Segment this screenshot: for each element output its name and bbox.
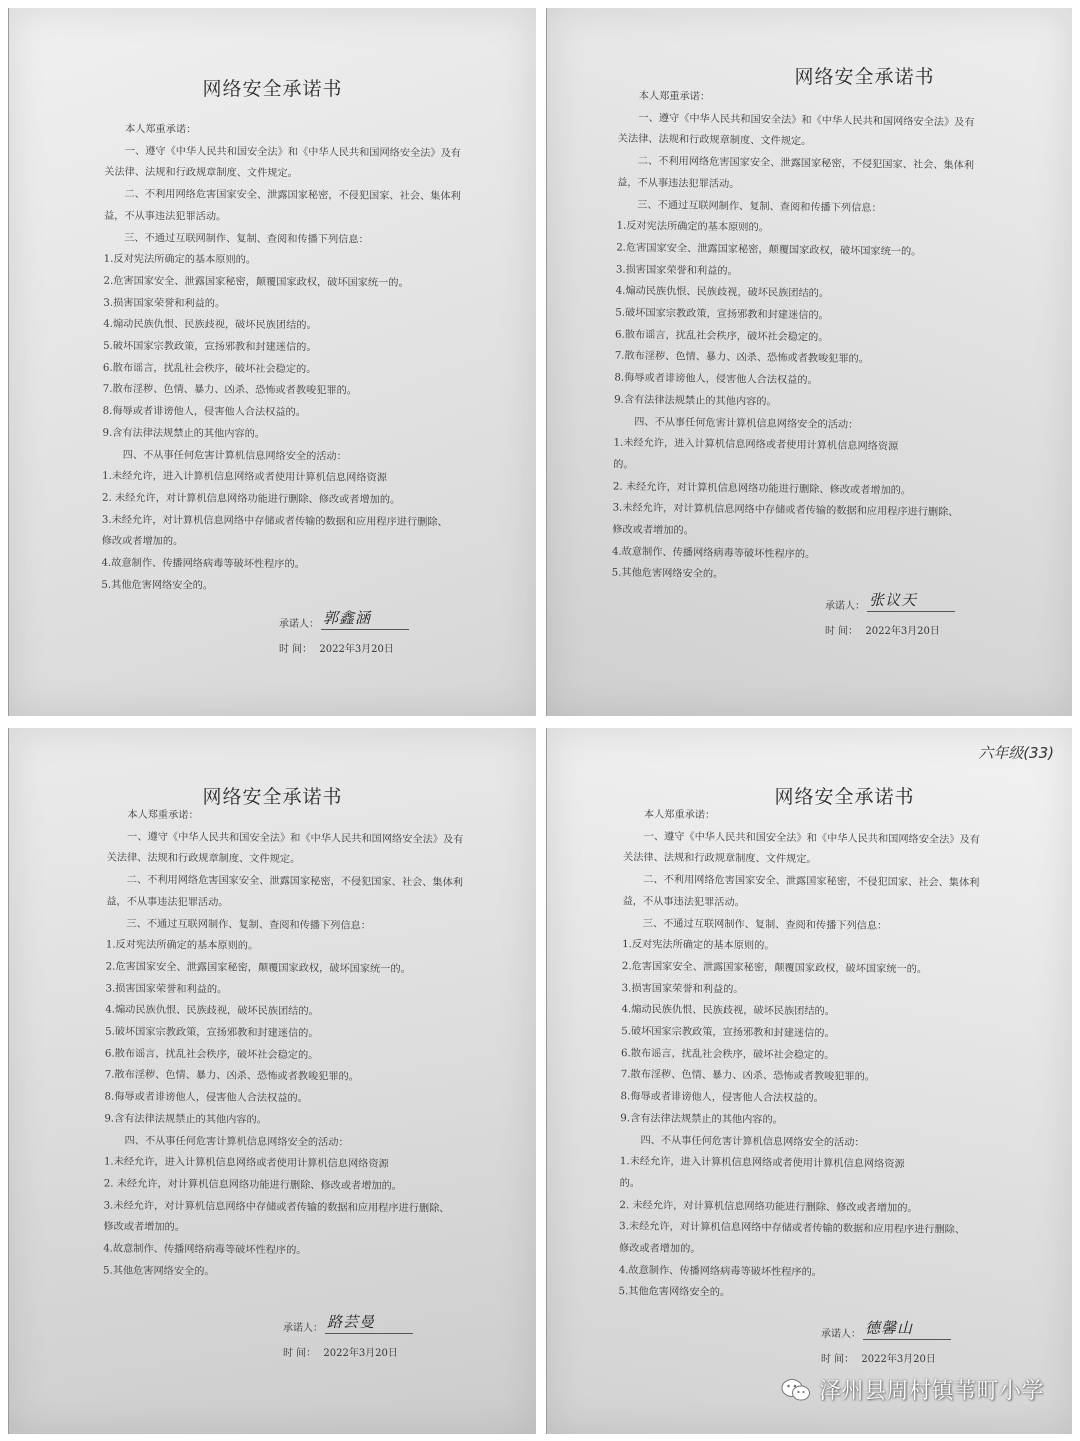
pledger-label: 承诺人：	[279, 619, 319, 630]
pledge-line: 5.破坏国家宗教政策，宣扬邪教和封建迷信的。	[621, 1026, 835, 1040]
pledge-line: 4.故意制作、传播网络病毒等破坏性程序的。	[618, 1264, 823, 1279]
pledge-line: 1.未经允许，进入计算机信息网络或者使用计算机信息网络资源	[102, 471, 387, 484]
pledger-label: 承诺人：	[283, 1323, 323, 1334]
pledge-line: 9.含有法律法规禁止的其他内容的。	[102, 427, 266, 440]
pledge-line: 6.散布谣言，扰乱社会秩序，破坏社会稳定的。	[614, 329, 829, 344]
sign-block	[283, 1312, 413, 1359]
pledge-sheet-top-left	[8, 8, 536, 716]
time-label: 时 间：	[821, 1354, 855, 1365]
pledge-body	[612, 86, 976, 590]
pledge-line: 6.散布谣言，扰乱社会秩序，破坏社会稳定的。	[102, 362, 317, 375]
pledge-line: 一、遵守《中华人民共和国安全法》和《中华人民共和国网络安全法》及有	[638, 112, 975, 129]
pledge-line: 本人郑重承诺：	[124, 123, 197, 136]
signature: 德馨山	[863, 1317, 951, 1340]
pledge-line: 8.侮辱或者诽谤他人，侵害他人合法权益的。	[620, 1091, 824, 1105]
pledge-line: 4.故意制作、传播网络病毒等破坏性程序的。	[101, 557, 305, 571]
pledge-line: 二、不利用网络危害国家安全、泄露国家秘密，不侵犯国家、社会、集体利	[643, 874, 980, 889]
pledge-line: 1.反对宪法所确定的基本原则的。	[622, 939, 775, 952]
pledge-line: 四、不从事任何危害计算机信息网络安全的活动：	[640, 1134, 865, 1149]
wechat-watermark	[781, 1374, 1044, 1405]
pledge-line: 关法律、法规和行政规章制度、文件规定。	[617, 133, 812, 148]
doc-title: 网络安全承诺书	[202, 786, 343, 808]
pledge-line: 1.未经允许，进入计算机信息网络或者使用计算机信息网络资源	[619, 1156, 905, 1171]
pledge-line: 一、遵守《中华人民共和国安全法》和《中华人民共和国网络安全法》及有	[127, 831, 464, 846]
pledge-line: 8.侮辱或者诽谤他人，侵害他人合法权益的。	[104, 1091, 308, 1105]
pledge-line: 修改或者增加的。	[612, 524, 694, 537]
pledge-sheet-bottom-right	[546, 728, 1072, 1434]
pledge-line: 1.未经允许，进入计算机信息网络或者使用计算机信息网络资源	[613, 437, 899, 453]
pledge-line: 7.散布淫秽、色情、暴力、凶杀、恐怖或者教唆犯罪的。	[102, 384, 358, 397]
pledge-line: 3.损害国家荣誉和利益的。	[105, 983, 228, 996]
pledge-line: 4.煽动民族仇恨、民族歧视，破坏民族团结的。	[105, 1004, 319, 1018]
pledge-line: 7.散布淫秽、色情、暴力、凶杀、恐怖或者教唆犯罪的。	[614, 350, 869, 366]
pledge-line: 4.故意制作、传播网络病毒等破坏性程序的。	[103, 1243, 307, 1257]
pledge-line: 9.含有法律法规禁止的其他内容的。	[104, 1113, 267, 1126]
signature: 张议天	[867, 589, 955, 612]
pledge-line: 4.故意制作、传播网络病毒等破坏性程序的。	[611, 546, 816, 561]
pledge-line: 四、不从事任何危害计算机信息网络安全的活动：	[634, 416, 859, 431]
pledge-line: 修改或者增加的。	[103, 1221, 185, 1234]
pledge-line: 3.未经允许，对计算机信息网络中存储或者传输的数据和应用程序进行删除、	[103, 1200, 450, 1215]
signature: 郭鑫涵	[321, 607, 409, 630]
date-value: 2022年3月20日	[865, 626, 940, 637]
date-value: 2022年3月20日	[323, 1348, 398, 1359]
signature: 路芸曼	[325, 1311, 413, 1334]
pledge-line: 三、不通过互联网制作、复制、查阅和传播下列信息：	[642, 917, 888, 932]
pledge-line: 7.散布淫秽、色情、暴力、凶杀、恐怖或者教唆犯罪的。	[104, 1069, 359, 1084]
doc-title: 网络安全承诺书	[202, 78, 343, 100]
time-label: 时 间：	[825, 626, 859, 637]
pledge-line: 5.破坏国家宗教政策，宣扬邪教和封建迷信的。	[103, 340, 317, 354]
pledge-line: 二、不利用网络危害国家安全、泄露国家秘密，不侵犯国家、社会、集体利	[637, 155, 975, 172]
pledge-line: 三、不通过互联网制作、复制、查阅和传播下列信息：	[126, 918, 371, 932]
pledge-line: 一、遵守《中华人民共和国安全法》和《中华人民共和国网络安全法》及有	[124, 145, 462, 159]
pledge-line: 5.其他危害网络安全的。	[618, 1286, 731, 1299]
grade-note: 六年级(33)	[978, 744, 1054, 762]
sign-block	[821, 1318, 951, 1365]
doc-title: 网络安全承诺书	[774, 786, 915, 808]
pledge-line: 的。	[619, 1178, 641, 1190]
pledge-line: 2. 未经允许，对计算机信息网络功能进行删除、修改或者增加的。	[103, 1178, 403, 1192]
pledge-line: 1.反对宪法所确定的基本原则的。	[103, 253, 257, 267]
pledge-line: 的。	[613, 459, 634, 471]
pledge-line: 2.危害国家安全、泄露国家秘密，颠覆国家政权，破坏国家统一的。	[103, 275, 409, 289]
pledge-line: 三、不通过互联网制作、复制、查阅和传播下列信息：	[124, 232, 369, 246]
pledge-line: 6.散布谣言，扰乱社会秩序，破坏社会稳定的。	[104, 1048, 319, 1062]
pledge-line: 4.煽动民族仇恨、民族歧视，破坏民族团结的。	[103, 319, 317, 332]
pledge-line: 2.危害国家安全、泄露国家秘密，颠覆国家政权，破坏国家统一的。	[621, 961, 928, 976]
date-value: 2022年3月20日	[861, 1354, 936, 1365]
sign-block	[825, 590, 955, 637]
pledge-line: 三、不通过互联网制作、复制、查阅和传播下列信息：	[637, 199, 882, 214]
pledge-line: 2.危害国家安全、泄露国家秘密，颠覆国家政权，破坏国家统一的。	[616, 242, 922, 258]
pledge-sheet-bottom-left	[8, 728, 536, 1434]
pledge-line: 益，不从事违法犯罪活动。	[106, 896, 229, 909]
pledge-line: 3.未经允许，对计算机信息网络中存储或者传输的数据和应用程序进行删除、	[612, 502, 959, 519]
pledge-line: 4.煽动民族仇恨、民族歧视，破坏民族团结的。	[615, 285, 830, 300]
pledge-line: 3.损害国家荣誉和利益的。	[621, 982, 744, 996]
pledge-line: 9.含有法律法规禁止的其他内容的。	[620, 1112, 783, 1126]
pledge-line: 6.散布谣言，扰乱社会秩序，破坏社会稳定的。	[620, 1047, 835, 1062]
pledge-line: 3.未经允许，对计算机信息网络中存储或者传输的数据和应用程序进行删除、	[619, 1221, 966, 1237]
pledge-line: 3.损害国家荣誉和利益的。	[103, 297, 226, 310]
pledge-line: 5.破坏国家宗教政策，宣扬邪教和封建迷信的。	[615, 307, 829, 322]
sign-block	[279, 608, 409, 655]
pledge-line: 5.破坏国家宗教政策，宣扬邪教和封建迷信的。	[105, 1026, 319, 1040]
pledge-line: 四、不从事任何危害计算机信息网络安全的活动：	[122, 449, 347, 463]
pledge-line: 1.未经允许，进入计算机信息网络或者使用计算机信息网络资源	[103, 1156, 389, 1171]
pledge-line: 3.未经允许，对计算机信息网络中存储或者传输的数据和应用程序进行删除、	[101, 514, 448, 528]
pledge-line: 5.其他危害网络安全的。	[102, 1265, 215, 1278]
pledge-line: 益，不从事违法犯罪活动。	[622, 895, 745, 909]
watermark-text: 泽州县周村镇苇町小学	[818, 1379, 1044, 1404]
pledge-line: 本人郑重承诺：	[643, 809, 716, 822]
pledge-line: 1.反对宪法所确定的基本原则的。	[105, 939, 259, 952]
pledger-label: 承诺人：	[821, 1329, 861, 1340]
wechat-icon	[781, 1378, 811, 1402]
time-label: 时 间：	[283, 1348, 317, 1359]
pledge-line: 益，不从事违法犯罪活动。	[617, 177, 740, 191]
pledge-line: 5.其他危害网络安全的。	[101, 579, 214, 592]
pledge-line: 修改或者增加的。	[618, 1243, 701, 1256]
pledge-sheet-top-right	[546, 8, 1072, 716]
pledge-line: 二、不利用网络危害国家安全、泄露国家秘密，不侵犯国家、社会、集体利	[126, 874, 464, 889]
pledge-line: 5.其他危害网络安全的。	[611, 567, 724, 581]
pledge-line: 8.侮辱或者诽谤他人，侵害他人合法权益的。	[102, 405, 306, 419]
doc-title: 网络安全承诺书	[794, 66, 935, 88]
pledge-line: 2. 未经允许，对计算机信息网络功能进行删除、修改或者增加的。	[101, 492, 401, 506]
pledge-line: 7.散布淫秽、色情、暴力、凶杀、恐怖或者教唆犯罪的。	[620, 1069, 876, 1084]
pledge-line: 关法律、法规和行政规章制度、文件规定。	[106, 852, 301, 866]
pledge-line: 四、不从事任何危害计算机信息网络安全的活动：	[124, 1135, 349, 1149]
pledge-line: 关法律、法规和行政规章制度、文件规定。	[104, 167, 298, 180]
pledge-line: 2. 未经允许，对计算机信息网络功能进行删除、修改或者增加的。	[612, 481, 912, 497]
pledge-line: 1.反对宪法所确定的基本原则的。	[616, 220, 769, 234]
pledge-line: 9.含有法律法规禁止的其他内容的。	[614, 394, 777, 408]
pledge-body	[618, 804, 980, 1307]
pledge-body	[103, 804, 464, 1285]
pledge-line: 4.煽动民族仇恨、民族歧视，破坏民族团结的。	[621, 1004, 835, 1018]
time-label: 时 间：	[279, 644, 313, 655]
pledge-line: 一、遵守《中华人民共和国安全法》和《中华人民共和国网络安全法》及有	[643, 831, 980, 846]
pledge-line: 二、不利用网络危害国家安全、泄露国家秘密，不侵犯国家、社会、集体利	[124, 189, 461, 203]
pledge-line: 2. 未经允许，对计算机信息网络功能进行删除、修改或者增加的。	[619, 1199, 918, 1214]
date-value: 2022年3月20日	[319, 644, 394, 655]
pledger-label: 承诺人：	[825, 601, 865, 612]
pledge-line: 修改或者增加的。	[101, 536, 184, 548]
pledge-line: 关法律、法规和行政规章制度、文件规定。	[623, 852, 817, 866]
pledge-line: 益，不从事违法犯罪活动。	[103, 210, 227, 223]
pledge-line: 本人郑重承诺：	[638, 90, 711, 103]
pledge-line: 3.损害国家荣誉和利益的。	[615, 264, 738, 277]
pledge-line: 8.侮辱或者诽谤他人，侵害他人合法权益的。	[614, 372, 818, 387]
pledge-body	[101, 119, 461, 599]
pledge-line: 本人郑重承诺：	[127, 809, 199, 822]
pledge-line: 2.危害国家安全、泄露国家秘密，颠覆国家政权，破坏国家统一的。	[105, 961, 411, 976]
